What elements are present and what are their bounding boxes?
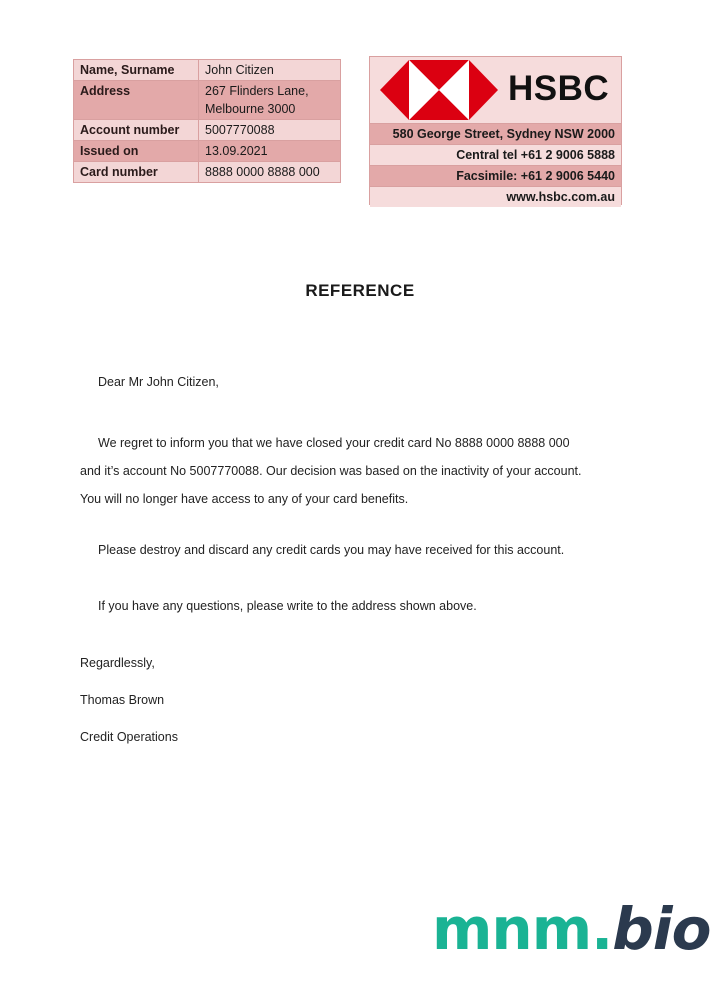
row-label: Issued on bbox=[74, 141, 199, 162]
document-title: REFERENCE bbox=[305, 281, 415, 300]
table-row bbox=[74, 120, 341, 141]
bank-fax: Facsimile: +61 2 9006 5440 bbox=[370, 165, 621, 186]
paragraph-questions: If you have any questions, please write to the address shown above. bbox=[98, 599, 477, 613]
closing: Regardlessly, bbox=[80, 656, 155, 670]
greeting: Dear Mr John Citizen, bbox=[98, 375, 219, 389]
table-row bbox=[74, 141, 341, 162]
row-label: Account number bbox=[74, 120, 199, 141]
signer-name: Thomas Brown bbox=[80, 693, 165, 707]
bank-address: 580 George Street, Sydney NSW 2000 bbox=[370, 123, 621, 144]
row-value bbox=[199, 81, 341, 120]
row-value: John Citizen bbox=[199, 60, 341, 81]
paragraph-line: and it’s account No 5007770088. Our decision was based on the inactivity of your account. bbox=[80, 464, 582, 478]
row-value: 8888 0000 8888 000 bbox=[199, 162, 341, 183]
paragraph-line: You will no longer have access to any of your card benefits. bbox=[80, 492, 409, 506]
bank-logo bbox=[370, 57, 621, 122]
table-row bbox=[74, 162, 341, 183]
row-value: 13.09.2021 bbox=[199, 141, 341, 162]
signer-department: Credit Operations bbox=[80, 730, 178, 744]
bank-contact-rows bbox=[370, 123, 621, 207]
paragraph-line: We regret to inform you that we have closed your credit card No 8888 0000 8888 000 bbox=[98, 436, 570, 450]
row-label: Name, Surname bbox=[74, 60, 199, 81]
table-row bbox=[74, 81, 341, 120]
bank-name: HSBC bbox=[508, 69, 610, 108]
bank-phone: Central tel +61 2 9006 5888 bbox=[370, 144, 621, 165]
paragraph-closure-notice bbox=[80, 429, 640, 513]
hsbc-hexagon-icon bbox=[380, 60, 498, 120]
paragraph-destroy-cards: Please destroy and discard any credit cards you may have received for this account. bbox=[98, 543, 565, 557]
address-line-1: 267 Flinders Lane, bbox=[205, 84, 309, 98]
row-label: Card number bbox=[74, 162, 199, 183]
customer-info-table bbox=[73, 59, 341, 183]
bank-website: www.hsbc.com.au bbox=[370, 186, 621, 207]
row-value: 5007770088 bbox=[199, 120, 341, 141]
watermark-part-1: mnm. bbox=[432, 895, 613, 963]
table-row bbox=[74, 60, 341, 81]
bank-info-box bbox=[369, 56, 622, 205]
address-line-2: Melbourne 3000 bbox=[205, 102, 296, 116]
watermark-part-2: bio bbox=[612, 895, 711, 963]
row-label: Address bbox=[74, 81, 199, 120]
watermark-logo bbox=[432, 895, 710, 963]
